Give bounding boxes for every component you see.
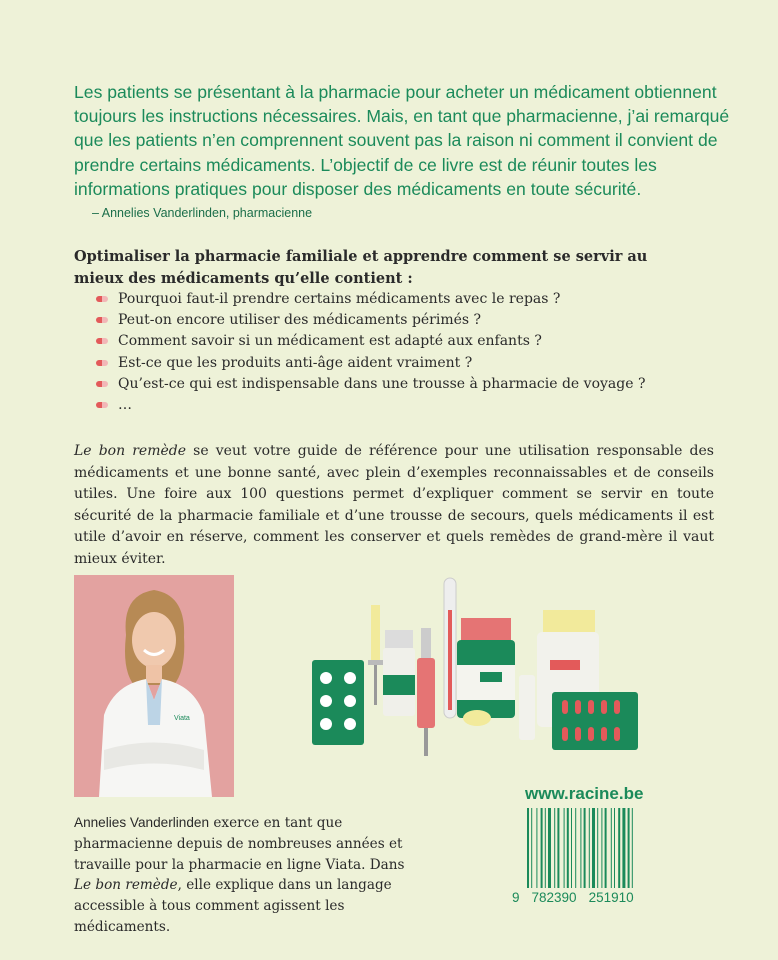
list-item: Pourquoi faut-il prendre certains médicaments avec le repas ? xyxy=(96,289,645,310)
author-portrait-image xyxy=(74,575,234,797)
list-item: … xyxy=(96,395,645,416)
isbn-number: 9 782390 251910 xyxy=(512,890,634,905)
pill-icon xyxy=(96,296,108,302)
bio-book-title: Le bon remède xyxy=(74,877,178,894)
back-cover-quote: Les patients se présentant à la pharmacie pour acheter un médicament obtiennent toujours les instructions nécessaires. Mais, en tant que pharmacienne, j’ai remarqué que les patients n’en comprennent souvent pas la raison ni comment il convient de prendre certains médicaments. L’objectif de ce livre est de réunir toutes les informations pratiques pour disposer des médicaments en toute sécurité. xyxy=(74,82,730,199)
author-photo xyxy=(74,575,234,797)
pill-icon xyxy=(96,360,108,366)
author-name: Annelies Vanderlinden xyxy=(74,815,210,830)
list-item: Comment savoir si un médicament est adapté aux enfants ? xyxy=(96,331,645,352)
barcode-image xyxy=(525,808,685,890)
author-bio: Annelies Vanderlinden exerce en tant que pharmacienne depuis de nombreuses années et travaille pour la pharmacie en ligne Viata. Dans Le bon remède, elle explique dans un langage accessible à tous comment agissent les médicaments. xyxy=(74,815,405,935)
publisher-website[interactable]: www.racine.be xyxy=(525,784,644,803)
list-item: Peut-on encore utiliser des médicaments périmés ? xyxy=(96,310,645,331)
book-title: Le bon remède xyxy=(74,443,187,459)
intro-heading: Optimaliser la pharmacie familiale et apprendre comment se servir au mieux des médicaments qu’elle contient : xyxy=(74,248,648,287)
book-description xyxy=(74,441,714,571)
quote-author: – Annelies Vanderlinden, pharmacienne xyxy=(92,206,313,220)
pill-icon xyxy=(96,338,108,344)
svg-text:Viata: Viata xyxy=(174,715,190,722)
list-item: Est-ce que les produits anti-âge aident vraiment ? xyxy=(96,353,645,374)
pill-icon xyxy=(96,317,108,323)
question-list xyxy=(96,289,645,416)
pill-icon xyxy=(96,381,108,387)
medicines-illustration xyxy=(305,570,650,770)
description-text: se veut votre guide de référence pour une utilisation responsable des médicaments et une bonne santé, avec plein d’exemples reconnaissables et de conseils utiles. Une foire aux 100 questions permet d’expliquer comment se servir en toute sécurité de la pharmacie familiale et d’une trousse de secours, quels médicaments il est utile d’avoir en réserve, comment les conserver et quels remèdes de grand-mère il vaut mieux éviter. xyxy=(74,443,714,567)
list-item: Qu’est-ce qui est indispensable dans une trousse à pharmacie de voyage ? xyxy=(96,374,645,395)
pill-icon xyxy=(96,402,108,408)
